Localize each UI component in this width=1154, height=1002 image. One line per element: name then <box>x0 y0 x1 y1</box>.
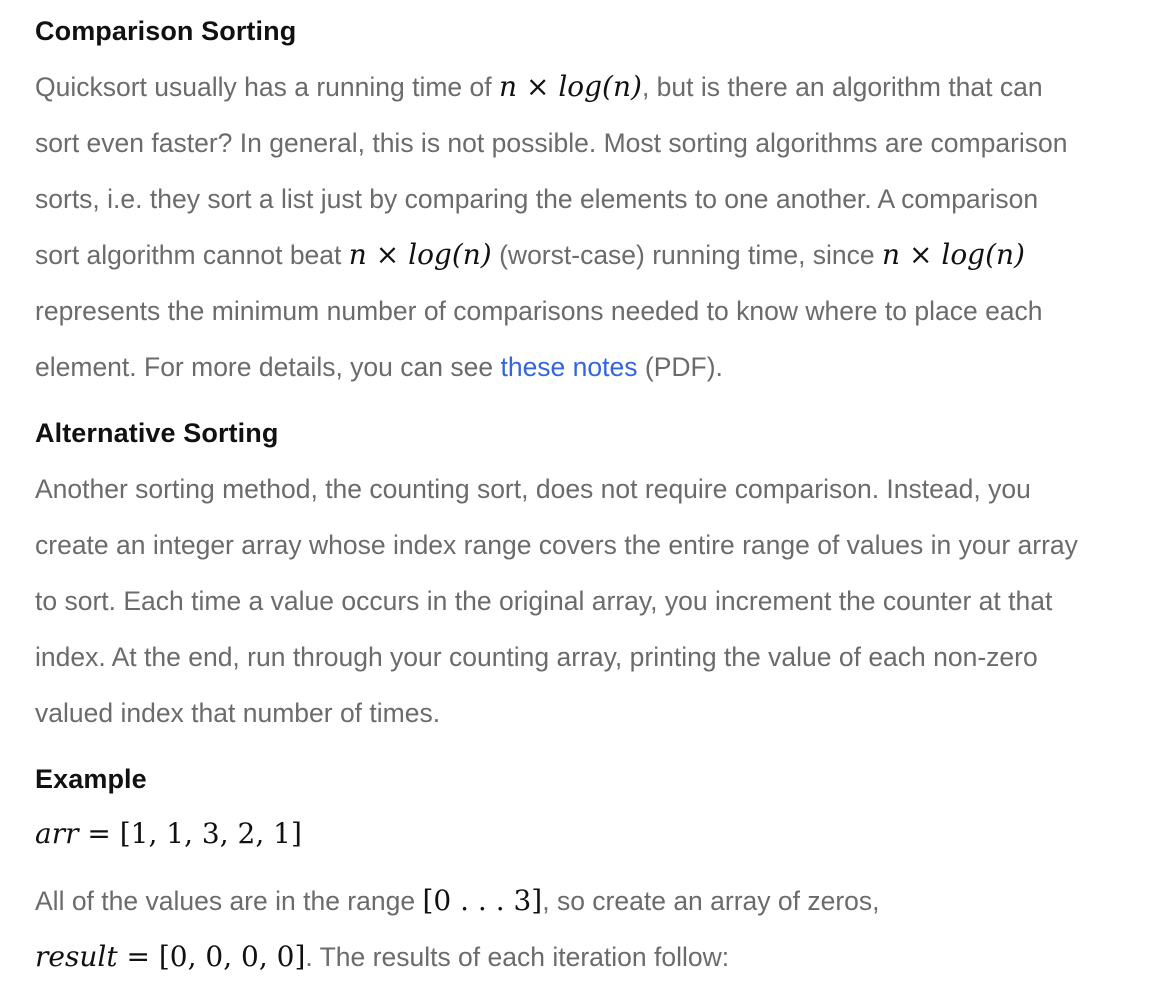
heading-alternative-sorting: Alternative Sorting <box>35 418 279 448</box>
paragraph-line: All of the values are in the range [0 . . . 3], so create an array of zeros, <box>35 884 880 917</box>
paragraph-line: sort even faster? In general, this is not possible. Most sorting algorithms are comparison <box>35 128 1068 158</box>
paragraph-comparison-sorting <box>35 59 1130 395</box>
paragraph-line: valued index that number of times. <box>35 698 441 728</box>
paragraph-line: Another sorting method, the counting sort, does not require comparison. Instead, you <box>35 474 1031 504</box>
math-n-log-n: n × log(n) <box>348 238 492 271</box>
paragraph-line: index. At the end, run through your counting array, printing the value of each non-zero <box>35 642 1038 672</box>
math-n-log-n: n × log(n) <box>498 70 642 103</box>
paragraph-line: sorts, i.e. they sort a list just by comparing the elements to one another. A comparison <box>35 184 1039 214</box>
paragraph-line: element. For more details, you can see these notes (PDF). <box>35 352 723 382</box>
paragraph-line: result = [0, 0, 0, 0]. The results of each iteration follow: <box>35 940 730 973</box>
paragraph-line: represents the minimum number of comparisons needed to know where to place each <box>35 296 1043 326</box>
math-result: result = [0, 0, 0, 0] <box>35 940 306 973</box>
paragraph-line: create an integer array whose index range covers the entire range of values in your array <box>35 530 1078 560</box>
these-notes-link[interactable]: these notes <box>500 352 638 382</box>
example-paragraph <box>35 873 1130 985</box>
paragraph-line: sort algorithm cannot beat n × log(n) (worst-case) running time, since n × log(n) <box>35 238 1025 271</box>
paragraph-line: to sort. Each time a value occurs in the original array, you increment the counter at that <box>35 586 1053 616</box>
paragraph-alternative-sorting <box>35 461 1130 741</box>
example-arr-expression: arr = [1, 1, 3, 2, 1] <box>35 817 302 850</box>
paragraph-line: Quicksort usually has a running time of n × log(n), but is there an algorithm that can <box>35 70 1043 103</box>
math-range: [0 . . . 3] <box>422 884 543 917</box>
heading-comparison-sorting: Comparison Sorting <box>35 16 297 46</box>
heading-example: Example <box>35 764 147 794</box>
math-n-log-n: n × log(n) <box>882 238 1025 271</box>
